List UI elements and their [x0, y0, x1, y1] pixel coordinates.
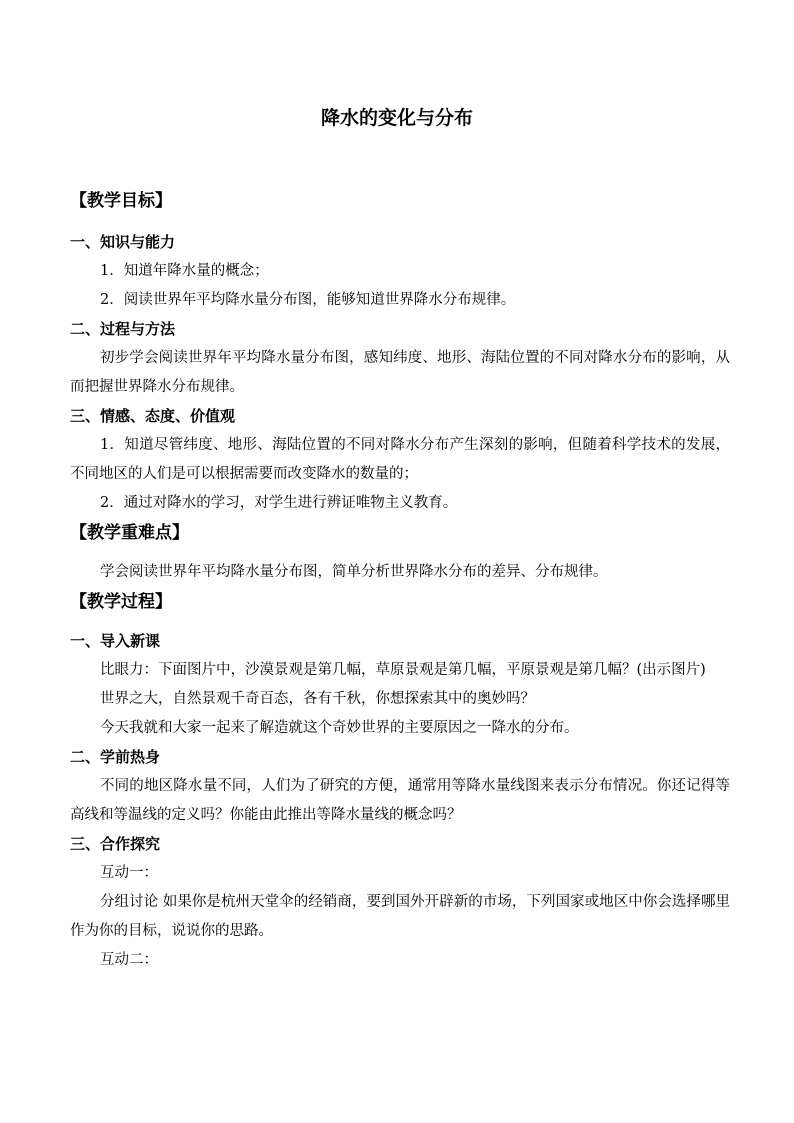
- paragraph: 1．知道尽管纬度、地形、海陆位置的不同对降水分布产生深刻的影响，但随着科学技术的发展，不同地区的人们是可以根据需要而改变降水的数量的；: [70, 437, 730, 482]
- subsection-heading: 一、导入新课: [70, 632, 161, 650]
- paragraph: 比眼力：下面图片中，沙漠景观是第几幅，草原景观是第几幅，平原景观是第几幅？(出示图片): [100, 662, 706, 678]
- paragraph: 互动一：: [100, 865, 158, 881]
- paragraph: 今天我就和大家一起来了解造就这个奇妙世界的主要原因之一降水的分布。: [100, 720, 579, 736]
- section-heading-goals: 【教学目标】: [70, 191, 172, 211]
- section-heading-process: 【教学过程】: [70, 592, 172, 612]
- subsection-heading: 一、知识与能力: [70, 233, 176, 251]
- list-item: 2．阅读世界年平均降水量分布图，能够知道世界降水分布规律。: [100, 292, 516, 308]
- paragraph: 不同的地区降水量不同，人们为了研究的方便，通常用等降水量线图来表示分布情况。你还记得等高线和等温线的定义吗？你能由此推出等降水量线的概念吗？: [70, 778, 730, 823]
- subsection-heading: 二、过程与方法: [70, 320, 176, 338]
- paragraph: 世界之大，自然景观千奇百态，各有千秋，你想探索其中的奥妙吗？: [100, 691, 535, 707]
- paragraph: 初步学会阅读世界年平均降水量分布图，感知纬度、地形、海陆位置的不同对降水分布的影响，从而把握世界降水分布规律。: [70, 350, 730, 395]
- subsection-heading: 三、情感、态度、价值观: [70, 407, 236, 425]
- document-title: 降水的变化与分布: [320, 107, 473, 129]
- list-item: 1．知道年降水量的概念；: [100, 263, 269, 279]
- subsection-heading: 二、学前热身: [70, 748, 161, 766]
- subsection-heading: 三、合作探究: [70, 835, 161, 853]
- paragraph: 分组讨论 如果你是杭州天堂伞的经销商，要到国外开辟新的市场，下列国家或地区中你会选择哪里作为你的目标，说说你的思路。: [70, 894, 730, 939]
- section-heading-key-points: 【教学重难点】: [70, 523, 189, 543]
- document-body: [70, 186, 730, 975]
- list-item: 2．通过对降水的学习，对学生进行辨证唯物主义教育。: [100, 495, 458, 511]
- paragraph: 互动二：: [100, 952, 158, 968]
- paragraph: 学会阅读世界年平均降水量分布图，简单分析世界降水分布的差异、分布规律。: [100, 564, 608, 580]
